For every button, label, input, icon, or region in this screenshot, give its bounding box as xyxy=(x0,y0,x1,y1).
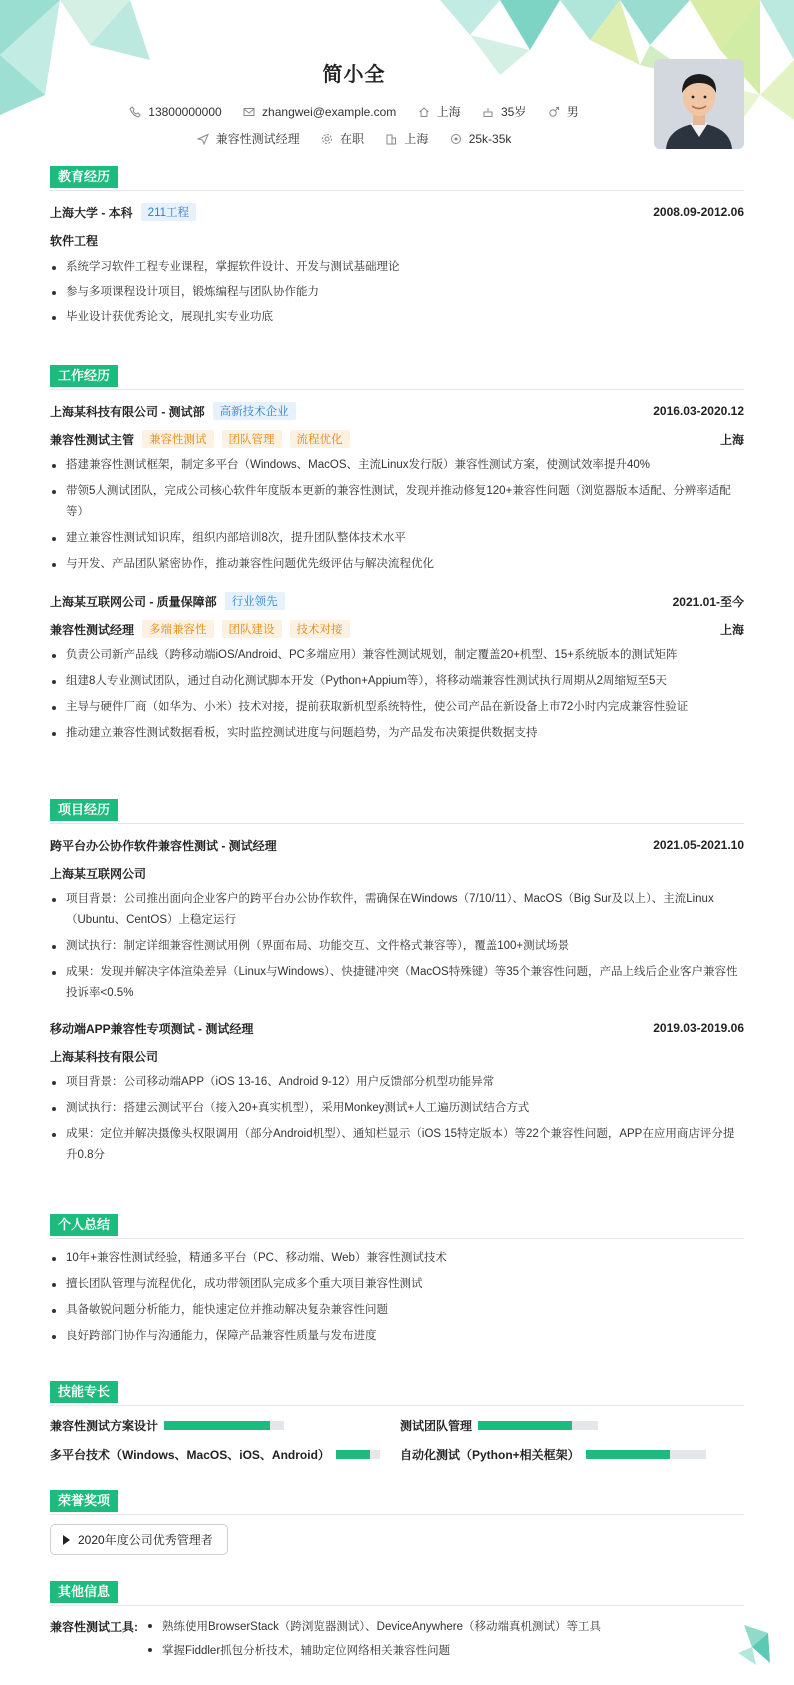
company-name: 上海某科技有限公司 - 测试部 xyxy=(50,404,205,419)
section-title: 教育经历 xyxy=(50,166,118,188)
education-bullets xyxy=(50,257,744,328)
age-item xyxy=(482,103,526,120)
divider xyxy=(50,389,744,390)
role-tag: 兼容性测试 xyxy=(142,430,214,448)
send-icon xyxy=(197,133,209,145)
section-title: 个人总结 xyxy=(50,1214,118,1236)
section-header xyxy=(50,166,744,188)
list-item: 带领5人测试团队，完成公司核心软件年度版本更新的兼容性测试，发现并推动修复120+兼容性问题（浏览器版本适配、分辨率适配等） xyxy=(50,481,744,523)
job-city: 上海 xyxy=(719,432,744,447)
divider xyxy=(50,1605,744,1606)
skill-bar-fill xyxy=(586,1450,670,1459)
role-tag: 团队建设 xyxy=(222,620,282,638)
skill-item xyxy=(400,1446,730,1463)
list-item: 负责公司新产品线（跨移动端iOS/Android、PC多端应用）兼容性测试规划，制定覆盖20+机型、15+系统版本的测试矩阵 xyxy=(50,645,744,666)
role-tag: 多端兼容性 xyxy=(142,620,214,638)
list-item: 项目背景：公司推出面向企业客户的跨平台办公协作软件，需确保在Windows（7/10/11）、MacOS（Big Sur及以上）、主流Linux（Ubuntu、CentOS）上稳定运行 xyxy=(50,889,744,931)
list-item: 测试执行：制定详细兼容性测试用例（界面布局、功能交互、文件格式兼容等），覆盖100+测试场景 xyxy=(50,936,744,957)
company-tag: 高新技术企业 xyxy=(213,402,296,420)
role-tag: 团队管理 xyxy=(222,430,282,448)
list-item: 成果：定位并解决摄像头权限调用（部分Android机型）、通知栏显示（iOS 15特定版本）等22个兼容性问题，APP在应用商店评分提升0.8分 xyxy=(50,1124,744,1166)
list-item: 建立兼容性测试知识库，组织内部培训8次，提升团队整体技术水平 xyxy=(50,528,744,549)
skill-name: 测试团队管理 xyxy=(400,1419,473,1433)
project-bullets xyxy=(50,1072,744,1166)
list-item: 参与多项课程设计项目，锻炼编程与团队协作能力 xyxy=(50,282,744,303)
list-item: 擅长团队管理与流程优化，成功带领团队完成多个重大项目兼容性测试 xyxy=(50,1274,744,1295)
company-name: 上海某互联网公司 - 质量保障部 xyxy=(50,594,217,609)
education-entry xyxy=(50,202,744,222)
cake-icon xyxy=(482,106,494,118)
project-date: 2019.03-2019.06 xyxy=(653,1021,744,1035)
other-bullets xyxy=(146,1615,601,1663)
award-item[interactable] xyxy=(50,1524,228,1555)
divider xyxy=(50,823,744,824)
list-item: 系统学习软件工程专业课程，掌握软件设计、开发与测试基础理论 xyxy=(50,257,744,278)
other-label: 兼容性测试工具: xyxy=(50,1620,138,1634)
project-company: 上海某科技有限公司 xyxy=(50,1049,159,1064)
skills-section xyxy=(50,1381,744,1463)
section-header xyxy=(50,365,744,387)
phone-text: 13800000000 xyxy=(148,104,222,119)
phone-item xyxy=(129,105,221,119)
other-info-row xyxy=(50,1615,744,1663)
list-item: 掌握Fiddler抓包分析技术，辅助定位网络相关兼容性问题 xyxy=(146,1639,601,1663)
skill-bar xyxy=(164,1421,284,1430)
skill-bar xyxy=(586,1450,706,1459)
role-name: 兼容性测试主管 xyxy=(50,432,135,447)
list-item: 具备敏锐问题分析能力，能快速定位并推动解决复杂兼容性问题 xyxy=(50,1300,744,1321)
section-title: 工作经历 xyxy=(50,365,118,387)
coin-icon xyxy=(450,133,462,145)
skill-item xyxy=(50,1446,380,1463)
education-date: 2008.09-2012.06 xyxy=(653,205,744,219)
skill-name: 多平台技术（Windows、MacOS、iOS、Android） xyxy=(50,1448,330,1462)
skill-item xyxy=(50,1417,380,1434)
other-section xyxy=(50,1581,744,1663)
list-item: 10年+兼容性测试经验，精通多平台（PC、移动端、Web）兼容性测试技术 xyxy=(50,1248,744,1269)
target-city-text: 上海 xyxy=(404,132,429,146)
section-header xyxy=(50,1214,744,1236)
company-tag: 行业领先 xyxy=(225,592,285,610)
job-entry xyxy=(50,401,744,421)
email-item xyxy=(243,105,396,119)
gender-item xyxy=(548,103,579,120)
project-company: 上海某互联网公司 xyxy=(50,866,147,881)
school-name: 上海大学 - 本科 xyxy=(50,205,133,220)
list-item: 测试执行：搭建云测试平台（接入20+真实机型），采用Monkey测试+人工遍历测试结合方式 xyxy=(50,1098,744,1119)
salary-item xyxy=(450,132,512,146)
section-header xyxy=(50,1581,744,1603)
school-tag: 211工程 xyxy=(141,203,196,221)
job-entry xyxy=(50,591,744,611)
home-icon xyxy=(418,106,430,118)
job-date: 2021.01-至今 xyxy=(672,594,744,609)
role-tag: 流程优化 xyxy=(290,430,350,448)
project-entry xyxy=(50,835,744,855)
location-text: 上海 xyxy=(436,105,461,119)
job-city: 上海 xyxy=(719,622,744,637)
summary-section xyxy=(50,1214,744,1347)
skills-grid xyxy=(50,1417,744,1463)
location-item xyxy=(418,103,461,120)
section-title: 其他信息 xyxy=(50,1581,118,1603)
job-role-row xyxy=(50,619,744,639)
divider xyxy=(50,1514,744,1515)
list-item: 成果：发现并解决字体渲染差异（Linux与Windows）、快捷键冲突（MacOS特殊键）等35个兼容性问题，产品上线后企业客户兼容性投诉率<0.5% xyxy=(50,962,744,1004)
status-item xyxy=(321,130,364,147)
project-date: 2021.05-2021.10 xyxy=(653,838,744,852)
project-name: 移动端APP兼容性专项测试 - 测试经理 xyxy=(50,1021,254,1036)
skill-bar-fill xyxy=(336,1450,370,1459)
list-item: 毕业设计获优秀论文，展现扎实专业功底 xyxy=(50,307,744,328)
building-icon xyxy=(385,133,397,145)
section-header xyxy=(50,1381,744,1403)
job-role-row xyxy=(50,429,744,449)
salary-text: 25k-35k xyxy=(468,131,512,146)
section-title: 荣誉奖项 xyxy=(50,1490,118,1512)
divider xyxy=(50,1405,744,1406)
status-text: 在职 xyxy=(339,132,364,146)
list-item: 主导与硬件厂商（如华为、小米）技术对接，提前获取新机型系统特性，使公司产品在新设备上市72小时内完成兼容性验证 xyxy=(50,697,744,718)
list-item: 良好跨部门协作与沟通能力，保障产品兼容性质量与发布进度 xyxy=(50,1326,744,1347)
job-bullets xyxy=(50,455,744,575)
gender-text: 男 xyxy=(566,105,579,119)
skill-bar xyxy=(336,1450,380,1459)
awards-section xyxy=(50,1490,744,1555)
projects-section xyxy=(50,799,744,1166)
profile-photo xyxy=(654,59,744,149)
settings-icon xyxy=(321,133,333,145)
list-item: 组建8人专业测试团队，通过自动化测试脚本开发（Python+Appium等），将移动端兼容性测试执行周期从2周缩短至5天 xyxy=(50,671,744,692)
email-text: zhangwei@example.com xyxy=(262,104,397,119)
candidate-name: 简小全 xyxy=(322,64,386,86)
project-bullets xyxy=(50,889,744,1004)
major: 软件工程 xyxy=(50,233,99,248)
summary-bullets xyxy=(50,1248,744,1347)
list-item: 搭建兼容性测试框架，制定多平台（Windows、MacOS、主流Linux发行版）兼容性测试方案，使测试效率提升40% xyxy=(50,455,744,476)
job-intent-row xyxy=(0,130,708,148)
section-title: 技能专长 xyxy=(50,1381,118,1403)
position-text: 兼容性测试经理 xyxy=(215,132,300,146)
skill-bar-fill xyxy=(164,1421,270,1430)
gender-icon xyxy=(548,106,560,118)
project-name: 跨平台办公协作软件兼容性测试 - 测试经理 xyxy=(50,838,277,853)
skill-bar xyxy=(478,1421,598,1430)
section-header xyxy=(50,1490,744,1512)
skill-bar-fill xyxy=(478,1421,572,1430)
divider xyxy=(50,190,744,191)
position-item xyxy=(197,130,300,147)
age-text: 35岁 xyxy=(501,105,527,119)
phone-icon xyxy=(129,106,141,118)
section-title: 项目经历 xyxy=(50,799,118,821)
job-bullets xyxy=(50,645,744,744)
expand-triangle-icon xyxy=(63,1535,70,1545)
project-entry xyxy=(50,1018,744,1038)
list-item: 熟练使用BrowserStack（跨浏览器测试）、DeviceAnywhere（移动端真机测试）等工具 xyxy=(146,1615,601,1639)
contact-row xyxy=(0,103,708,121)
role-name: 兼容性测试经理 xyxy=(50,622,135,637)
skill-name: 兼容性测试方案设计 xyxy=(50,1419,159,1433)
skill-item xyxy=(400,1417,730,1434)
role-tag: 技术对接 xyxy=(290,620,350,638)
job-date: 2016.03-2020.12 xyxy=(653,404,744,418)
list-item: 项目背景：公司移动端APP（iOS 13-16、Android 9-12）用户反馈部分机型功能异常 xyxy=(50,1072,744,1093)
skill-name: 自动化测试（Python+相关框架） xyxy=(400,1448,580,1462)
list-item: 与开发、产品团队紧密协作，推动兼容性问题优先级评估与解决流程优化 xyxy=(50,554,744,575)
divider xyxy=(50,1238,744,1239)
section-header xyxy=(50,799,744,821)
list-item: 推动建立兼容性测试数据看板，实时监控测试进度与问题趋势，为产品发布决策提供数据支持 xyxy=(50,723,744,744)
work-section xyxy=(50,365,744,744)
mail-icon xyxy=(243,106,255,118)
award-text: 2020年度公司优秀管理者 xyxy=(78,1533,213,1547)
education-section xyxy=(50,166,744,328)
target-city-item xyxy=(385,130,428,147)
